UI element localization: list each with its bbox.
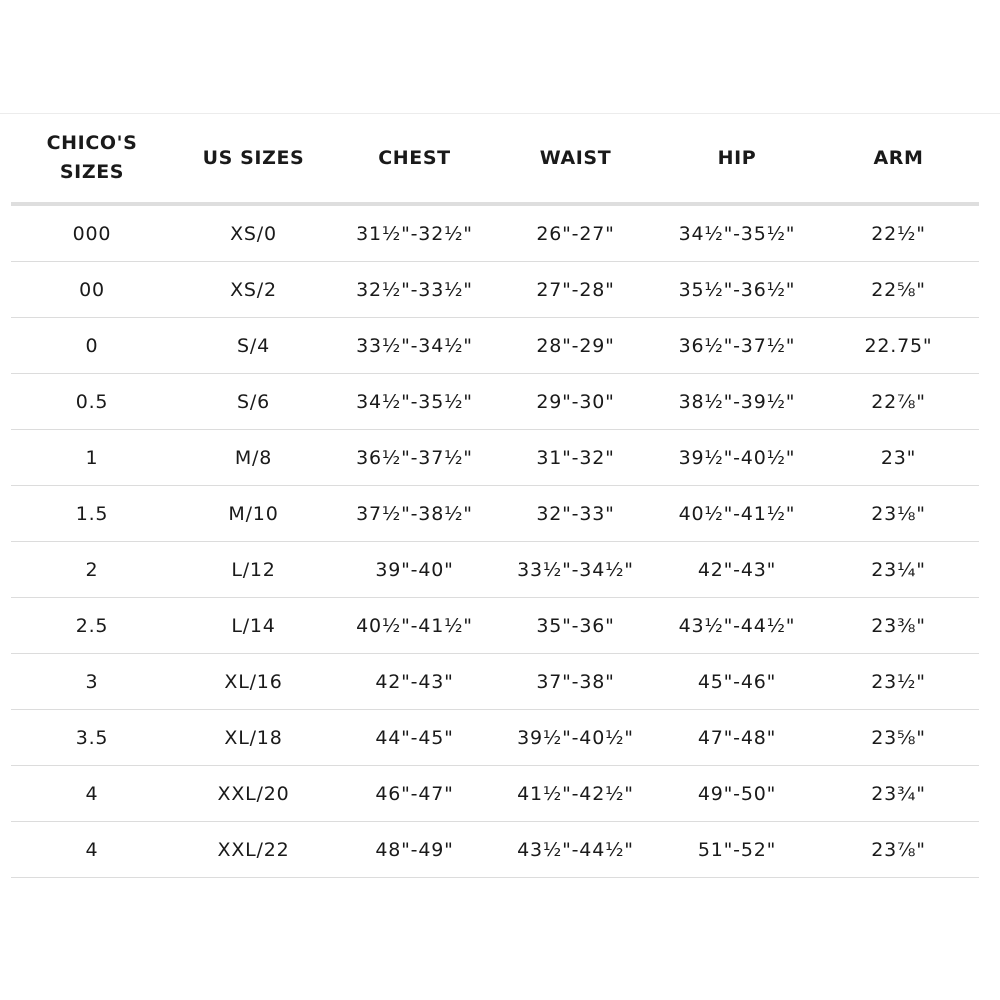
cell-arm: 23¼"	[818, 542, 979, 598]
table-row	[11, 822, 979, 878]
cell-us-size: XXL/22	[173, 822, 334, 878]
cell-arm: 23⅞"	[818, 822, 979, 878]
cell-chicos-size: 0.5	[11, 374, 173, 430]
table-row	[11, 486, 979, 542]
cell-chest: 34½"-35½"	[334, 374, 495, 430]
table-row	[11, 710, 979, 766]
cell-hip: 34½"-35½"	[656, 204, 818, 262]
cell-us-size: XL/16	[173, 654, 334, 710]
cell-chicos-size: 4	[11, 822, 173, 878]
cell-us-size: S/6	[173, 374, 334, 430]
cell-hip: 49"-50"	[656, 766, 818, 822]
header-arm: ARM	[818, 114, 979, 204]
cell-arm: 23⅝"	[818, 710, 979, 766]
cell-waist: 33½"-34½"	[495, 542, 656, 598]
cell-chicos-size: 3	[11, 654, 173, 710]
header-waist: WAIST	[495, 114, 656, 204]
header-hip: HIP	[656, 114, 818, 204]
cell-arm: 23½"	[818, 654, 979, 710]
table-row	[11, 766, 979, 822]
cell-chest: 37½"-38½"	[334, 486, 495, 542]
cell-chest: 31½"-32½"	[334, 204, 495, 262]
cell-waist: 41½"-42½"	[495, 766, 656, 822]
cell-arm: 22⅝"	[818, 262, 979, 318]
cell-hip: 35½"-36½"	[656, 262, 818, 318]
cell-us-size: S/4	[173, 318, 334, 374]
cell-chicos-size: 2	[11, 542, 173, 598]
cell-hip: 45"-46"	[656, 654, 818, 710]
cell-hip: 40½"-41½"	[656, 486, 818, 542]
cell-waist: 29"-30"	[495, 374, 656, 430]
cell-arm: 23"	[818, 430, 979, 486]
cell-us-size: M/8	[173, 430, 334, 486]
cell-arm: 22½"	[818, 204, 979, 262]
cell-hip: 51"-52"	[656, 822, 818, 878]
cell-chest: 33½"-34½"	[334, 318, 495, 374]
cell-us-size: L/14	[173, 598, 334, 654]
cell-chicos-size: 1.5	[11, 486, 173, 542]
cell-chest: 44"-45"	[334, 710, 495, 766]
table-row	[11, 262, 979, 318]
table-row	[11, 430, 979, 486]
cell-waist: 35"-36"	[495, 598, 656, 654]
cell-chest: 32½"-33½"	[334, 262, 495, 318]
cell-hip: 47"-48"	[656, 710, 818, 766]
cell-waist: 31"-32"	[495, 430, 656, 486]
cell-hip: 38½"-39½"	[656, 374, 818, 430]
cell-chicos-size: 3.5	[11, 710, 173, 766]
cell-arm: 22.75"	[818, 318, 979, 374]
cell-us-size: XS/0	[173, 204, 334, 262]
cell-chest: 36½"-37½"	[334, 430, 495, 486]
cell-hip: 43½"-44½"	[656, 598, 818, 654]
cell-arm: 23⅜"	[818, 598, 979, 654]
cell-us-size: M/10	[173, 486, 334, 542]
cell-arm: 22⅞"	[818, 374, 979, 430]
cell-waist: 32"-33"	[495, 486, 656, 542]
cell-chicos-size: 2.5	[11, 598, 173, 654]
header-chest: CHEST	[334, 114, 495, 204]
cell-chicos-size: 0	[11, 318, 173, 374]
cell-waist: 27"-28"	[495, 262, 656, 318]
cell-arm: 23¾"	[818, 766, 979, 822]
cell-chest: 46"-47"	[334, 766, 495, 822]
table-row	[11, 654, 979, 710]
cell-chicos-size: 000	[11, 204, 173, 262]
cell-chest: 39"-40"	[334, 542, 495, 598]
cell-waist: 28"-29"	[495, 318, 656, 374]
table-row	[11, 598, 979, 654]
cell-hip: 36½"-37½"	[656, 318, 818, 374]
cell-chicos-size: 4	[11, 766, 173, 822]
size-chart-body	[11, 204, 979, 878]
cell-hip: 39½"-40½"	[656, 430, 818, 486]
cell-hip: 42"-43"	[656, 542, 818, 598]
cell-us-size: L/12	[173, 542, 334, 598]
cell-chest: 48"-49"	[334, 822, 495, 878]
header-chicos-sizes: CHICO'S SIZES	[11, 114, 173, 204]
cell-arm: 23⅛"	[818, 486, 979, 542]
table-row	[11, 318, 979, 374]
cell-chicos-size: 1	[11, 430, 173, 486]
size-chart-header	[11, 114, 979, 204]
cell-chest: 40½"-41½"	[334, 598, 495, 654]
cell-waist: 37"-38"	[495, 654, 656, 710]
cell-chest: 42"-43"	[334, 654, 495, 710]
table-row	[11, 542, 979, 598]
cell-us-size: XXL/20	[173, 766, 334, 822]
cell-waist: 39½"-40½"	[495, 710, 656, 766]
table-row	[11, 204, 979, 262]
header-us-sizes: US SIZES	[173, 114, 334, 204]
cell-chicos-size: 00	[11, 262, 173, 318]
cell-us-size: XL/18	[173, 710, 334, 766]
size-chart-table	[11, 114, 979, 878]
cell-us-size: XS/2	[173, 262, 334, 318]
cell-waist: 43½"-44½"	[495, 822, 656, 878]
header-row	[11, 114, 979, 204]
cell-waist: 26"-27"	[495, 204, 656, 262]
table-row	[11, 374, 979, 430]
